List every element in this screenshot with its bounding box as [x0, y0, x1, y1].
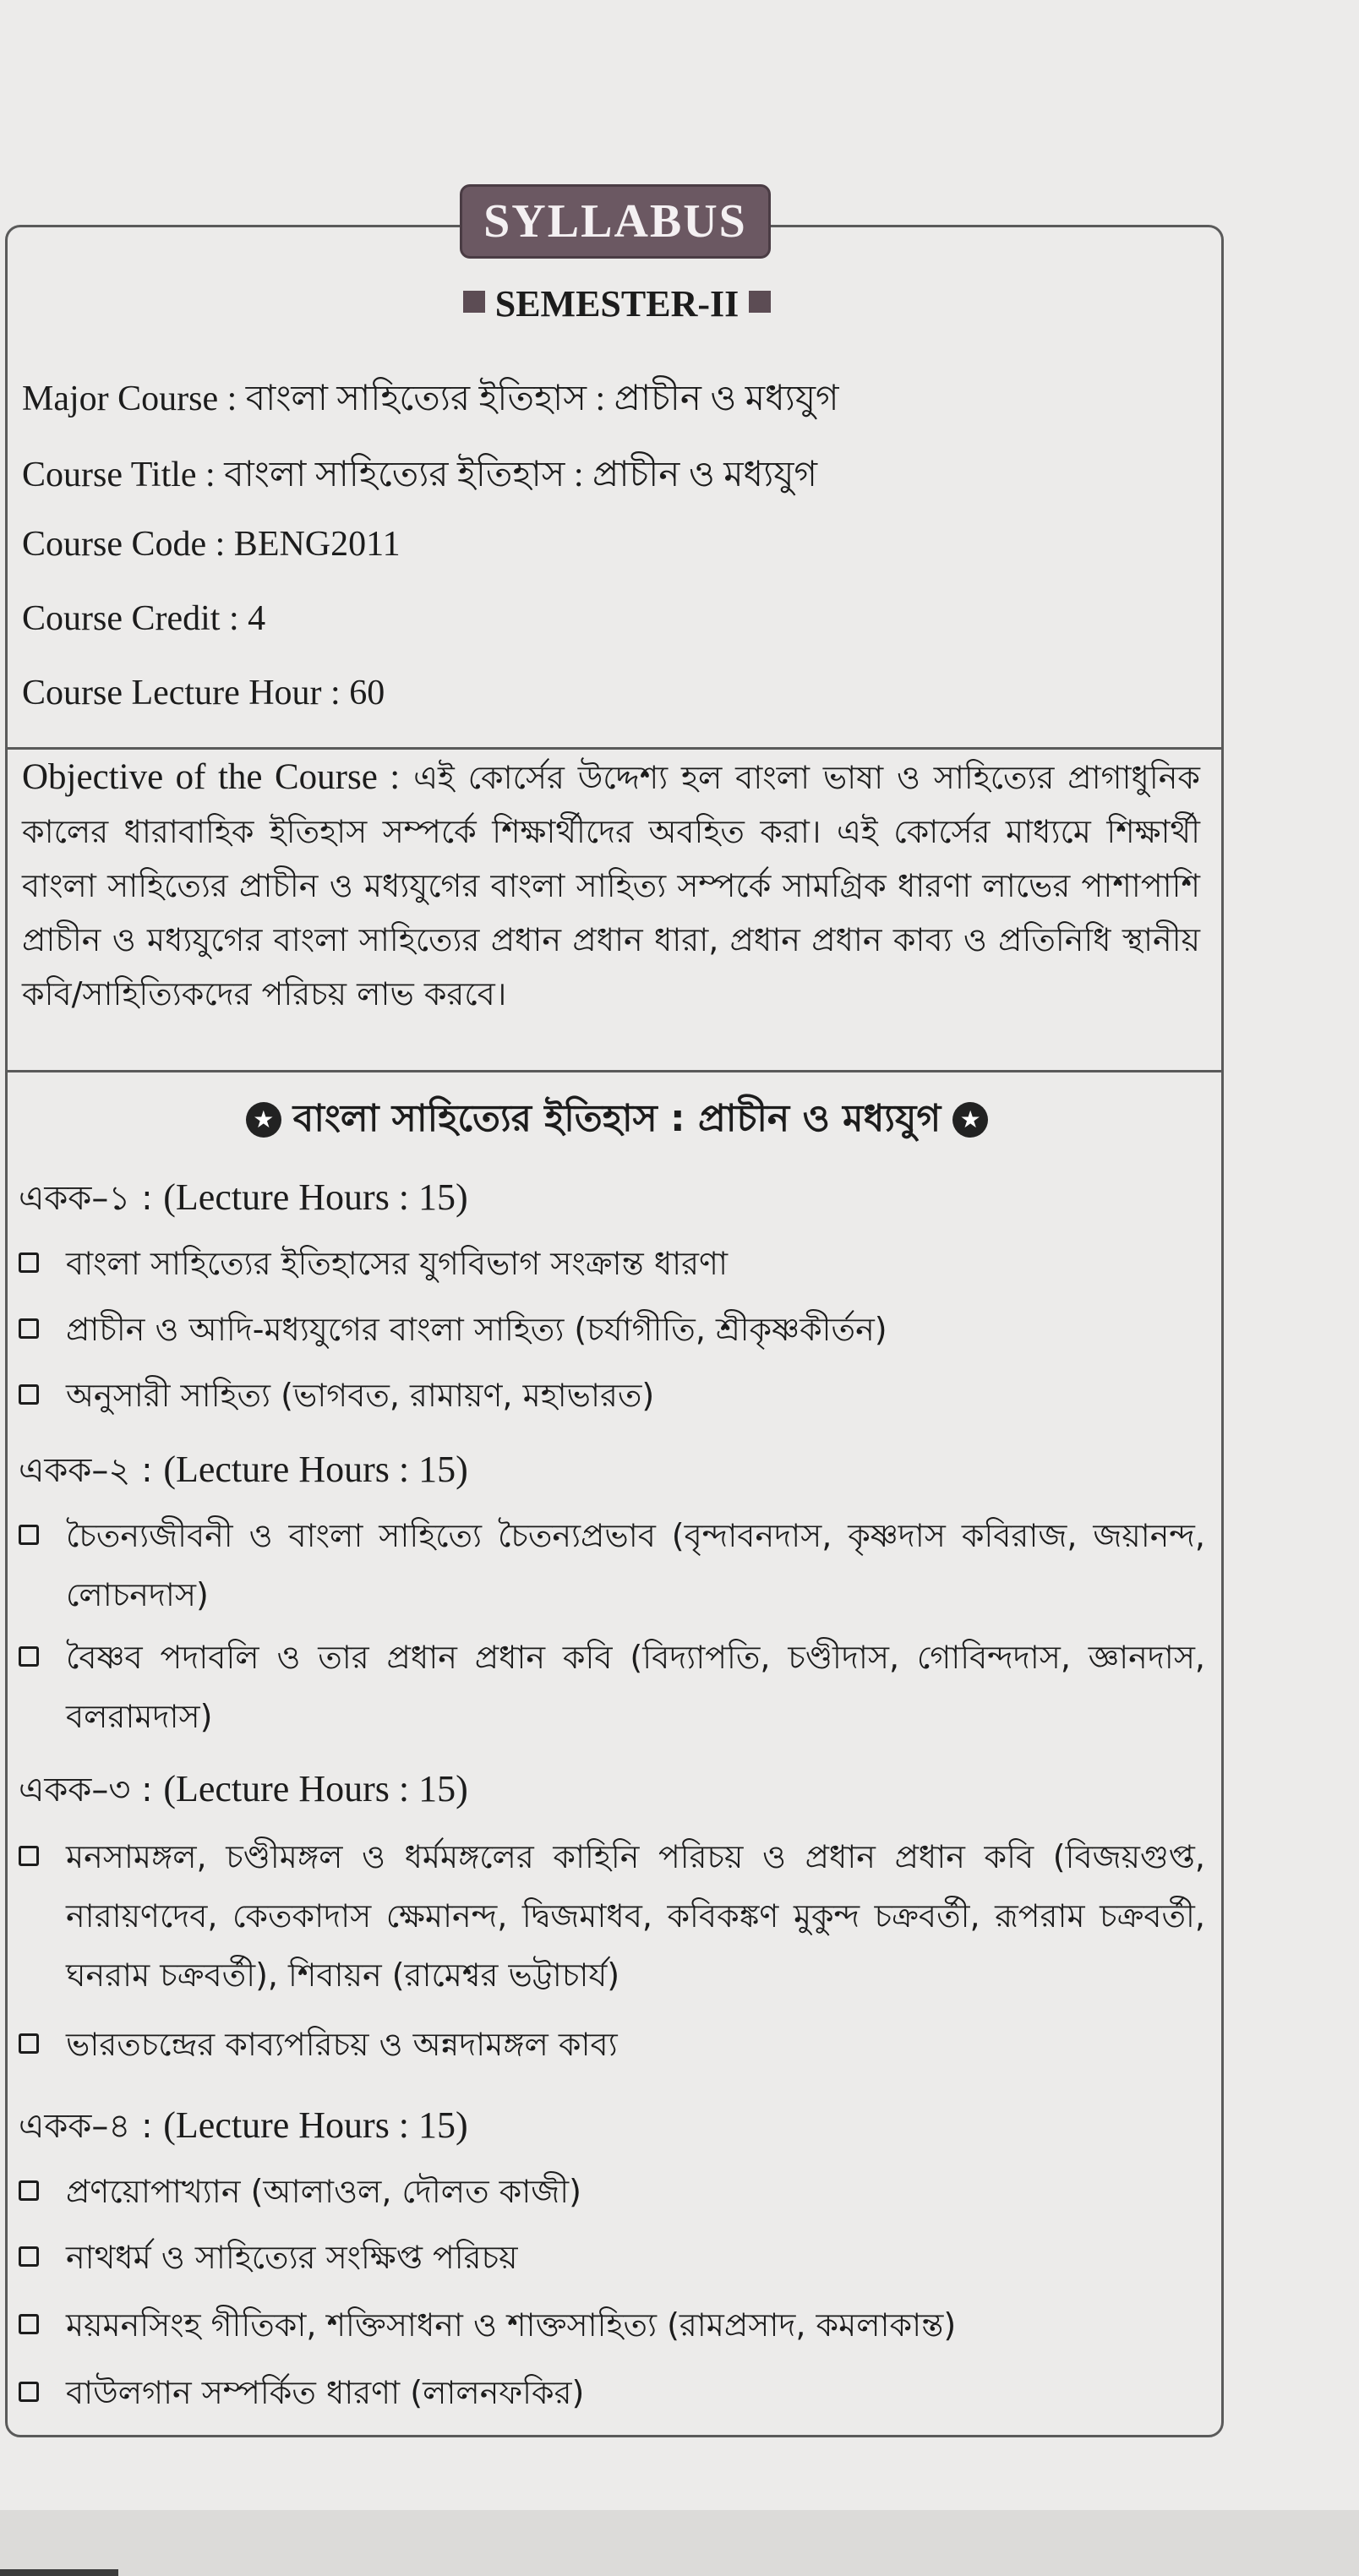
square-bullet-icon	[463, 291, 485, 313]
list-item-text: মনসামঙ্গল, চণ্ডীমঙ্গল ও ধর্মমঙ্গলের কাহিনি পরিচয় ও প্রধান প্রধান কবি (বিজয়গুপ্ত, নারায়ণদেব, কেতকাদাস ক্ষেমানন্দ, দ্বিজমাধব, কবিকঙ্কণ মুকুন্দ চক্রবর্তী, রূপরাম চক্রবর্তী, ঘনরাম চক্রবর্তী), শিবায়ন (রামেশ্বর ভট্টাচার্য)	[66, 1838, 1205, 1994]
course-code: Course Code : BENG2011	[22, 525, 401, 564]
objective-paragraph	[22, 750, 1200, 1021]
checkbox-icon	[19, 1525, 39, 1545]
star-icon: ★	[952, 1102, 988, 1138]
checkbox-icon	[19, 1646, 39, 1667]
list-item	[19, 2295, 1205, 2355]
shadow-strip	[0, 2569, 118, 2576]
list-item-text: বৈষ্ণব পদাবলি ও তার প্রধান প্রধান কবি (বিদ্যাপতি, চণ্ডীদাস, গোবিন্দদাস, জ্ঞানদাস, বলরামদাস)	[66, 1639, 1205, 1735]
unit-hours: (Lecture Hours : 15)	[163, 2104, 468, 2146]
list-item	[19, 2015, 1205, 2074]
list-item-text: অনুসারী সাহিত্য (ভাগবত, রামায়ণ, মহাভারত)	[66, 1377, 655, 1414]
list-item	[19, 2162, 1205, 2221]
checkbox-icon	[19, 1318, 39, 1339]
semester-heading	[0, 282, 1234, 325]
checkbox-icon	[19, 2180, 39, 2201]
unit-hours: (Lecture Hours : 15)	[163, 1449, 468, 1490]
list-item-text: ভারতচন্দ্রের কাব্যপরিচয় ও অন্নদামঙ্গল কাব্য	[66, 2026, 618, 2063]
unit-2-heading	[19, 1444, 468, 1500]
course-credit: Course Credit : 4	[22, 599, 266, 638]
objective-lead: Objective of the Course :	[22, 757, 401, 797]
section-title	[0, 1090, 1234, 1152]
unit-3-heading	[19, 1763, 468, 1820]
checkbox-icon	[19, 1384, 39, 1405]
list-item	[19, 1827, 1205, 2005]
objective-text: এই কোর্সের উদ্দেশ্য হল বাংলা ভাষা ও সাহিত্যের প্রাগাধুনিক কালের ধারাবাহিক ইতিহাস সম্পর্কে শিক্ষার্থীদের অবহিত করা। এই কোর্সের মাধ্যমে শিক্ষার্থী বাংলা সাহিত্যের প্রাচীন ও মধ্যযুগের বাংলা সাহিত্য সম্পর্কে সামগ্রিক ধারণা লাভের পাশাপাশি প্রাচীন ও মধ্যযুগের বাংলা সাহিত্যের প্রধান প্রধান ধারা, প্রধান প্রধান কাব্য ও প্রতিনিধি স্থানীয় কবি/সাহিত্যিকদের পরিচয় লাভ করবে।	[22, 759, 1200, 1012]
course-lecture-hour: Course Lecture Hour : 60	[22, 674, 385, 712]
major-course: Major Course : বাংলা সাহিত্যের ইতিহাস : প্রাচীন ও মধ্যযুগ	[22, 379, 839, 418]
checkbox-icon	[19, 2314, 39, 2334]
list-item	[19, 2363, 1205, 2422]
unit-1-heading	[19, 1171, 468, 1228]
list-item	[19, 2228, 1205, 2287]
list-item-text: প্রণয়োপাখ্যান (আলাওল, দৌলত কাজী)	[66, 2173, 581, 2210]
unit-hours: (Lecture Hours : 15)	[163, 1176, 468, 1218]
checkbox-icon	[19, 1253, 39, 1273]
syllabus-badge	[460, 184, 771, 259]
list-item	[19, 1366, 1205, 1425]
list-item	[19, 1300, 1205, 1359]
checkbox-icon	[19, 2033, 39, 2054]
square-bullet-icon	[749, 291, 771, 313]
list-item-text: বাংলা সাহিত্যের ইতিহাসের যুগবিভাগ সংক্রান্ত ধারণা	[66, 1245, 729, 1282]
objective-divider	[5, 1070, 1224, 1072]
checkbox-icon	[19, 2246, 39, 2267]
page-bottom-edge	[0, 2510, 1359, 2576]
section-title-text: বাংলা সাহিত্যের ইতিহাস : প্রাচীন ও মধ্যযুগ	[292, 1097, 941, 1140]
list-item	[19, 1628, 1205, 1746]
list-item-text: চৈতন্যজীবনী ও বাংলা সাহিত্যে চৈতন্যপ্রভাব (বৃন্দাবনদাস, কৃষ্ণদাস কবিরাজ, জয়ানন্দ, লোচনদাস)	[66, 1517, 1205, 1613]
unit-hours: (Lecture Hours : 15)	[163, 1768, 468, 1809]
star-icon: ★	[246, 1102, 281, 1138]
checkbox-icon	[19, 1846, 39, 1866]
list-item-text: নাথধর্ম ও সাহিত্যের সংক্ষিপ্ত পরিচয়	[66, 2239, 518, 2276]
unit-4-heading	[19, 2099, 468, 2156]
unit-label: একক–২ :	[19, 1451, 153, 1490]
course-title: Course Title : বাংলা সাহিত্যের ইতিহাস : প্রাচীন ও মধ্যযুগ	[22, 456, 817, 494]
list-item-text: ময়মনসিংহ গীতিকা, শক্তিসাধনা ও শাক্তসাহিত্য (রামপ্রসাদ, কমলাকান্ত)	[66, 2306, 957, 2344]
badge-label: SYLLABUS	[483, 195, 747, 248]
list-item-text: বাউলগান সম্পর্কিত ধারণা (লালনফকির)	[66, 2374, 585, 2411]
list-item	[19, 1506, 1205, 1624]
unit-label: একক–৪ :	[19, 2107, 153, 2146]
list-item-text: প্রাচীন ও আদি-মধ্যযুগের বাংলা সাহিত্য (চর্যাগীতি, শ্রীকৃষ্ণকীর্তন)	[66, 1311, 887, 1348]
unit-label: একক–৩ :	[19, 1771, 153, 1809]
info-divider	[5, 747, 1224, 750]
unit-label: একক–১ :	[19, 1179, 153, 1218]
checkbox-icon	[19, 2382, 39, 2402]
semester-label: SEMESTER-II	[494, 283, 740, 325]
list-item	[19, 1234, 1205, 1293]
